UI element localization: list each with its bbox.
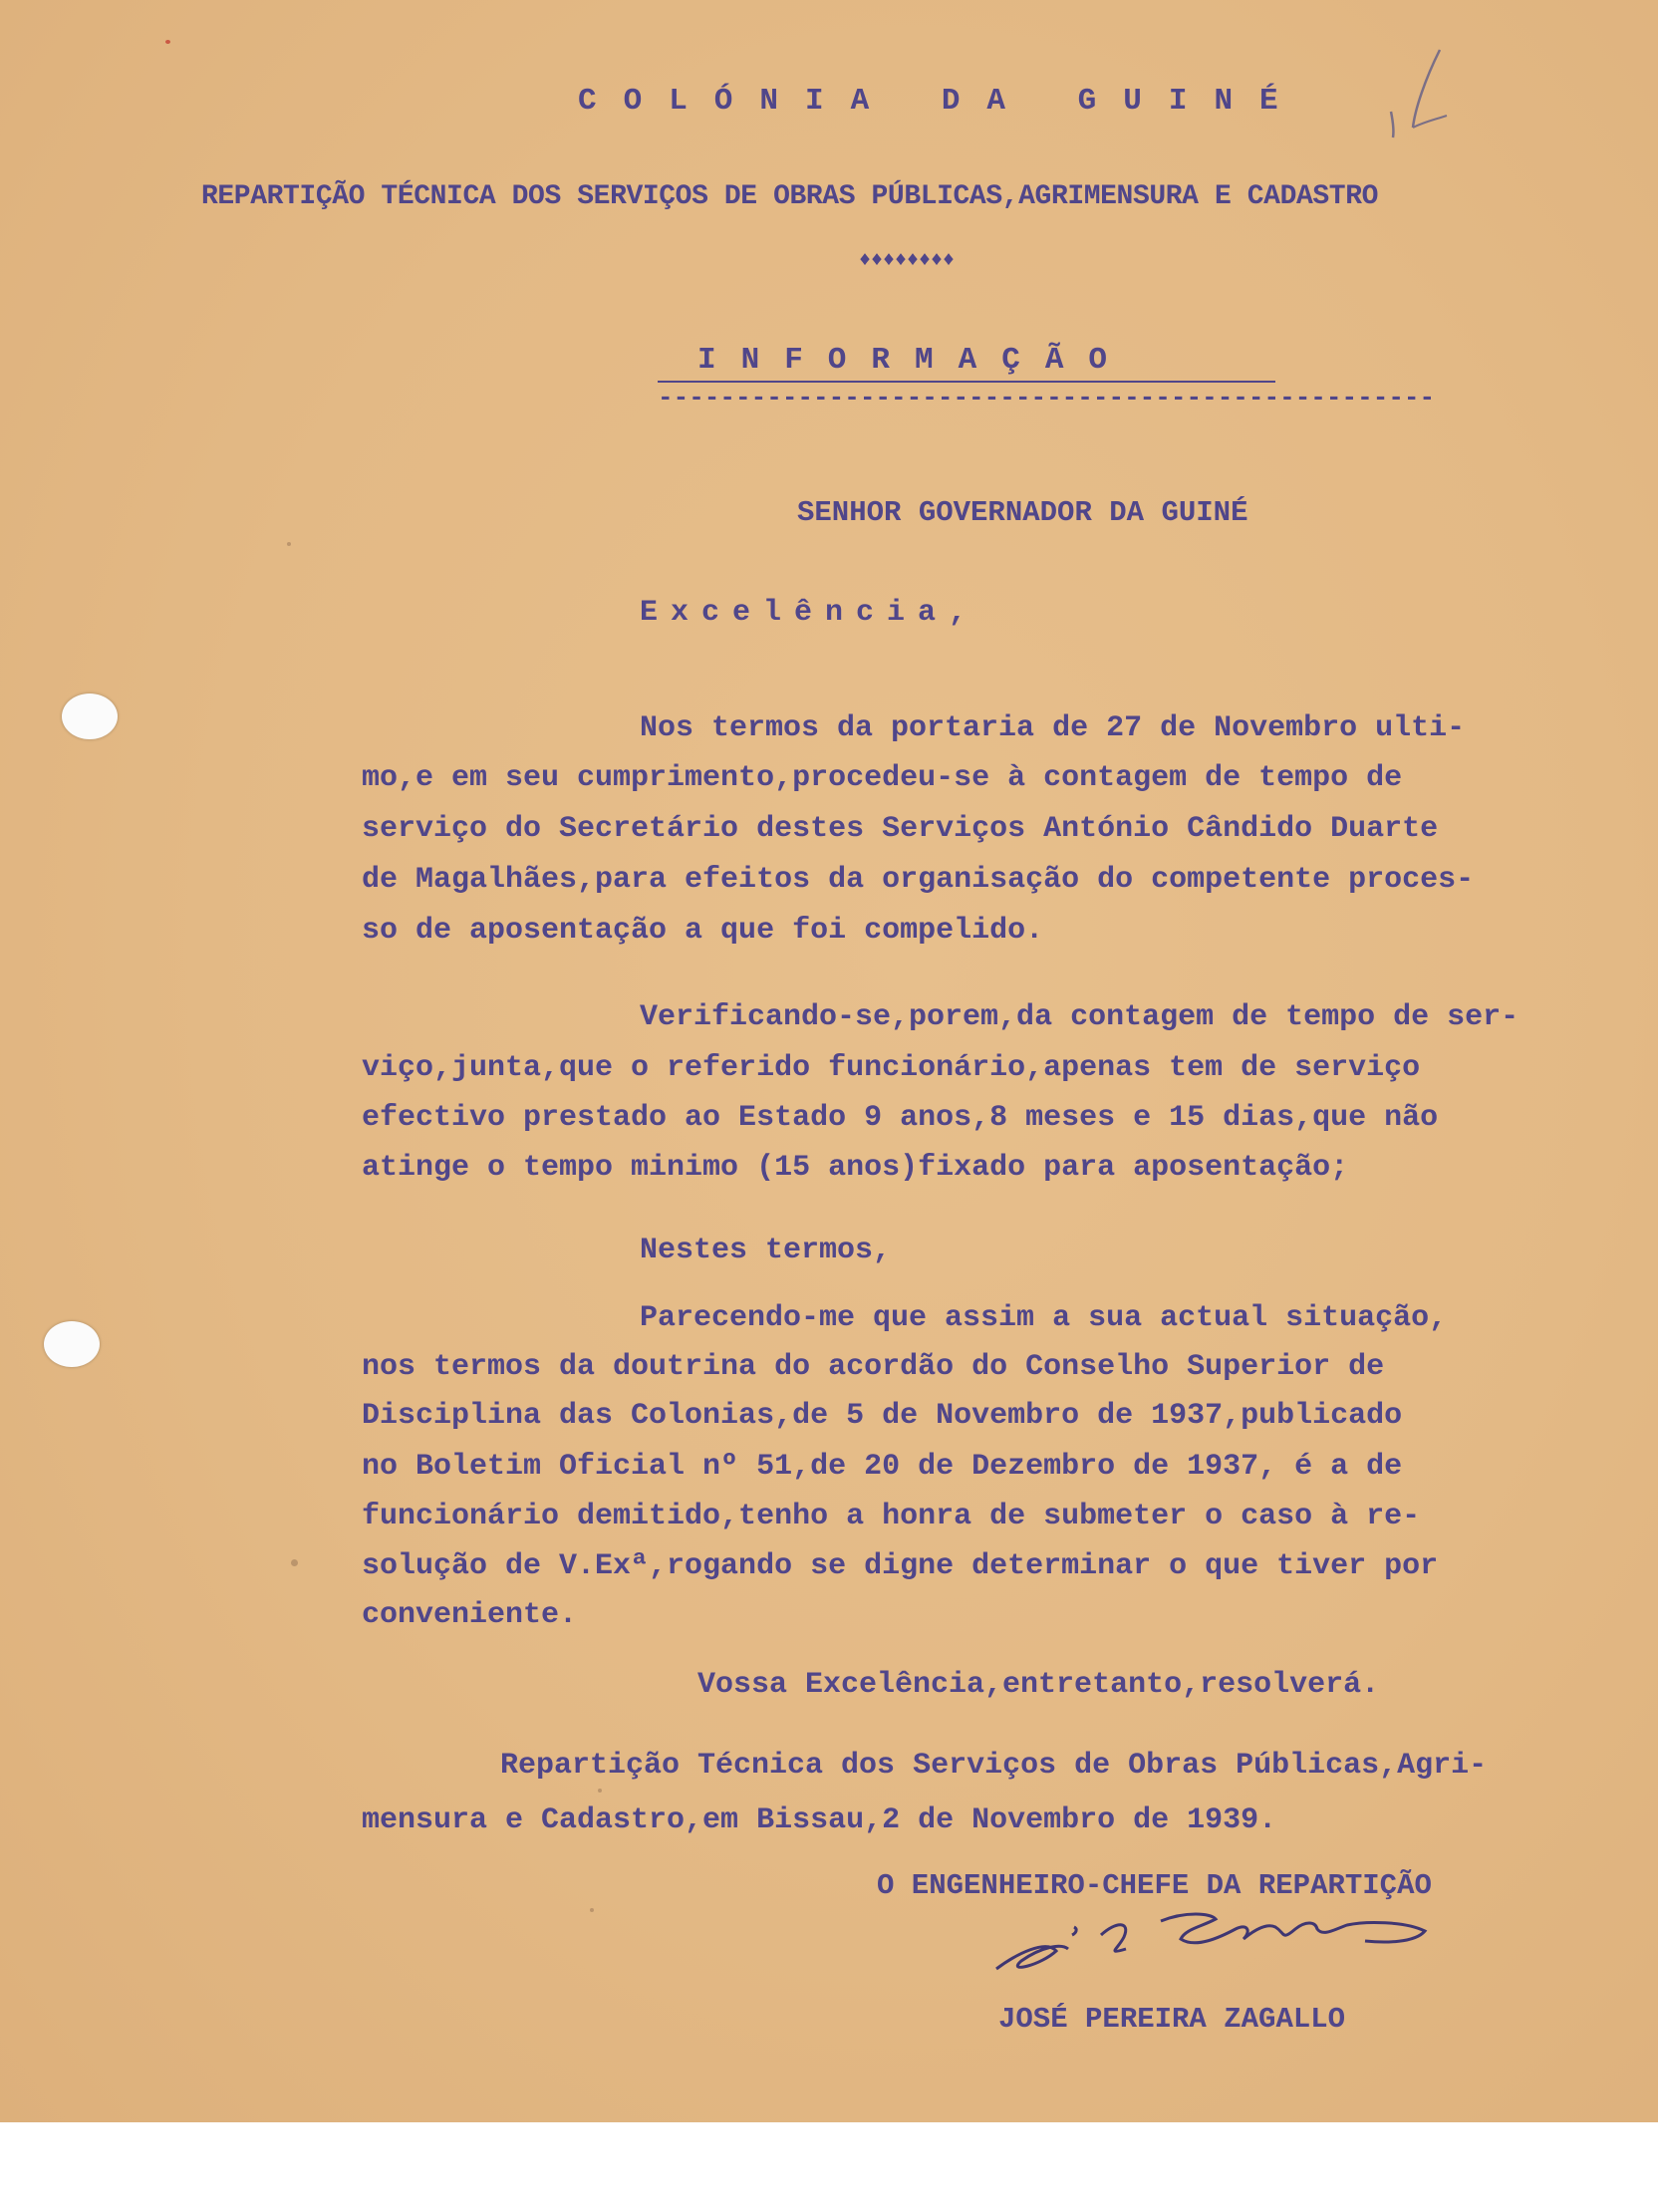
paragraph-line: Parecendo-me que assim a sua actual situação, — [640, 1301, 1448, 1335]
paper-stain — [598, 1789, 602, 1793]
paragraph-line: de Magalhães,para efeitos da organisação do competente proces- — [362, 863, 1475, 897]
paragraph-line: serviço do Secretário destes Serviços António Cândido Duarte — [362, 812, 1439, 846]
signature-scribble — [986, 1899, 1435, 1989]
paragraph-line: conveniente. — [362, 1598, 578, 1632]
paragraph-line: viço,junta,que o referido funcionário,apenas tem de serviço — [362, 1051, 1421, 1085]
paragraph-line: Vossa Excelência,entretanto,resolverá. — [697, 1668, 1380, 1702]
marginal-note — [1385, 40, 1485, 139]
paragraph-line: Nos termos da portaria de 27 de Novembro ulti- — [640, 711, 1466, 745]
paragraph-line: Nestes termos, — [640, 1234, 892, 1267]
addressee: SENHOR GOVERNADOR DA GUINÉ — [797, 496, 1248, 529]
department-heading: REPARTIÇÃO TÉCNICA DOS SERVIÇOS DE OBRAS PÚBLICAS,AGRIMENSURA E CADASTRO — [201, 181, 1378, 212]
paper-stain — [590, 1908, 594, 1912]
header-ornament: ♦♦♦♦♦♦♦♦ — [859, 249, 956, 272]
handwritten-signature — [986, 1899, 1435, 1989]
title-dashed-rule: -------------------------------------------------- — [658, 383, 1436, 413]
marginal-note-scribble — [1385, 40, 1485, 139]
paragraph-line: Repartição Técnica dos Serviços de Obras Públicas,Agri- — [500, 1749, 1488, 1783]
colony-heading: COLÓNIA DA GUINÉ — [578, 84, 1305, 119]
signature-text — [986, 1899, 994, 1900]
marginal-note-text — [1385, 40, 1387, 41]
paragraph-line: Disciplina das Colonias,de 5 de Novembro de 1937,publicado — [362, 1399, 1403, 1433]
paragraph-line: mo,e em seu cumprimento,procedeu-se à contagem de tempo de — [362, 761, 1403, 795]
paper-stain — [287, 542, 291, 546]
punch-hole-bottom — [44, 1321, 100, 1367]
signatory-name: JOSÉ PEREIRA ZAGALLO — [998, 2003, 1346, 2036]
punch-hole-top — [62, 693, 118, 739]
paragraph-line: mensura e Cadastro,em Bissau,2 de Novembro de 1939. — [362, 1803, 1277, 1837]
paragraph-line: solução de V.Exª,rogando se digne determinar o que tiver por — [362, 1549, 1439, 1583]
paper-stain — [165, 40, 170, 44]
paragraph-line: Verificando-se,porem,da contagem de tempo de ser- — [640, 1000, 1520, 1034]
paragraph-line: nos termos da doutrina do acordão do Conselho Superior de — [362, 1350, 1385, 1384]
paragraph-line: so de aposentação a que foi compelido. — [362, 914, 1044, 948]
paper-stain — [291, 1559, 298, 1566]
paragraph-line: no Boletim Oficial nº 51,de 20 de Dezembro de 1937, é a de — [362, 1450, 1403, 1484]
document-title: INFORMAÇÃO — [697, 343, 1133, 378]
salutation: Excelência, — [640, 596, 980, 630]
signatory-title: O ENGENHEIRO-CHEFE DA REPARTIÇÃO — [877, 1869, 1432, 1902]
paragraph-line: funcionário demitido,tenho a honra de submeter o caso à re- — [362, 1500, 1421, 1533]
paragraph-line: atinge o tempo minimo (15 anos)fixado para aposentação; — [362, 1151, 1349, 1185]
paragraph-line: efectivo prestado ao Estado 9 anos,8 meses e 15 dias,que não — [362, 1101, 1439, 1135]
